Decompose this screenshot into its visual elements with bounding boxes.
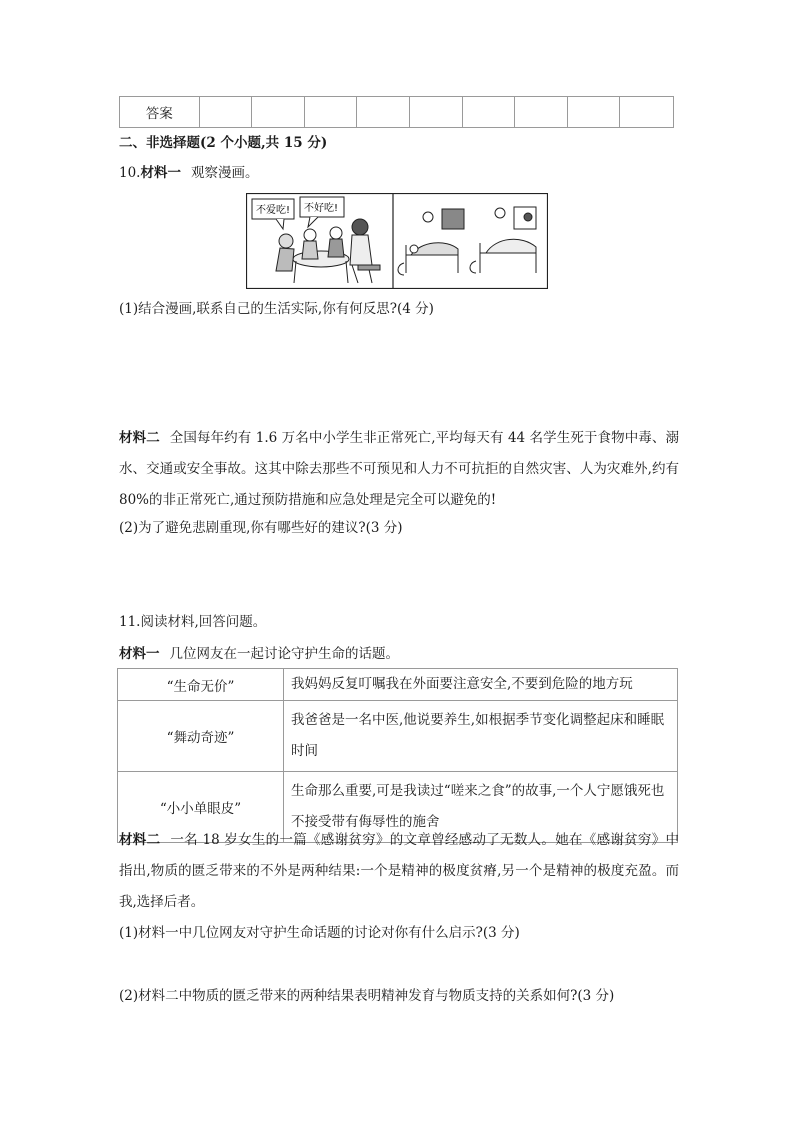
netizen-name: “舞动奇迹” bbox=[118, 701, 284, 772]
q10-material2 bbox=[119, 423, 679, 516]
answer-cell-8[interactable] bbox=[567, 97, 620, 128]
answer-cell-5[interactable] bbox=[409, 97, 462, 128]
q10-material1-text: 观察漫画。 bbox=[190, 165, 259, 181]
bubble2-text: 不好吃! bbox=[304, 203, 339, 214]
q10-material1-line bbox=[119, 164, 258, 182]
table-row bbox=[118, 669, 678, 701]
q11-material2-label: 材料二 bbox=[119, 832, 161, 848]
q10-sub1: (1)结合漫画,联系自己的生活实际,你有何反思?(4 分) bbox=[119, 301, 434, 317]
q11-material1-label: 材料一 bbox=[119, 646, 160, 662]
q10-sub2: (2)为了避免悲剧重现,你有哪些好的建议?(3 分) bbox=[119, 520, 403, 536]
table-row bbox=[118, 701, 678, 772]
answer-cell-9[interactable] bbox=[620, 97, 674, 128]
netizen-comment: 生命那么重要,可是我读过“嗟来之食”的故事,一个人宁愿饿死也不接受带有侮辱性的施舍 bbox=[284, 772, 678, 843]
q11-sub1: (1)材料一中几位网友对守护生命话题的讨论对你有什么启示?(3 分) bbox=[119, 925, 520, 941]
q11-material1-text: 几位网友在一起讨论守护生命的话题。 bbox=[169, 646, 399, 662]
netizen-discussion-table bbox=[117, 668, 678, 843]
q11-material1-line bbox=[119, 645, 399, 663]
answer-cell-4[interactable] bbox=[357, 97, 410, 128]
q10-number: 10. bbox=[119, 165, 141, 181]
q11-material2-text: 一名 18 岁女生的一篇《感谢贫穷》的文章曾经感动了无数人。她在《感谢贫穷》中指出,物质的匮乏带来的不外是两种结果:一个是精神的极度贫瘠,另一个是精神的极度充盈。而我,选择后者。 bbox=[119, 832, 680, 910]
q10-material2-label: 材料二 bbox=[119, 430, 160, 446]
answer-cell-3[interactable] bbox=[304, 97, 357, 128]
answer-cell-2[interactable] bbox=[252, 97, 305, 128]
cartoon-image bbox=[246, 193, 548, 289]
netizen-name: “生命无价” bbox=[118, 669, 284, 701]
netizen-comment: 我妈妈反复叮嘱我在外面要注意安全,不要到危险的地方玩 bbox=[284, 669, 678, 701]
answer-label: 答案 bbox=[120, 97, 200, 128]
answer-cell-1[interactable] bbox=[199, 97, 252, 128]
answer-cell-7[interactable] bbox=[515, 97, 568, 128]
answer-table bbox=[119, 96, 674, 128]
q10-material1-label: 材料一 bbox=[140, 165, 181, 181]
q11-sub2: (2)材料二中物质的匮乏带来的两种结果表明精神发育与物质支持的关系如何?(3 分) bbox=[119, 988, 615, 1004]
q11-material2 bbox=[119, 825, 679, 918]
q11-intro: 11.阅读材料,回答问题。 bbox=[119, 614, 267, 630]
netizen-comment: 我爸爸是一名中医,他说要养生,如根据季节变化调整起床和睡眠时间 bbox=[284, 701, 678, 772]
answer-cell-6[interactable] bbox=[462, 97, 515, 128]
q10-material2-text: 全国每年约有 1.6 万名中小学生非正常死亡,平均每天有 44 名学生死于食物中毒、溺水、交通或安全事故。这其中除去那些不可预见和人力不可抗拒的自然灾害、人为灾难外,约有 80%的非正常死亡,通过预防措施和应急处理是完全可以避免的! bbox=[119, 430, 679, 508]
section-title: 二、非选择题(2 个小题,共 15 分) bbox=[119, 135, 328, 151]
bubble1-text: 不爱吃! bbox=[256, 205, 291, 216]
netizen-name: “小小单眼皮” bbox=[118, 772, 284, 843]
